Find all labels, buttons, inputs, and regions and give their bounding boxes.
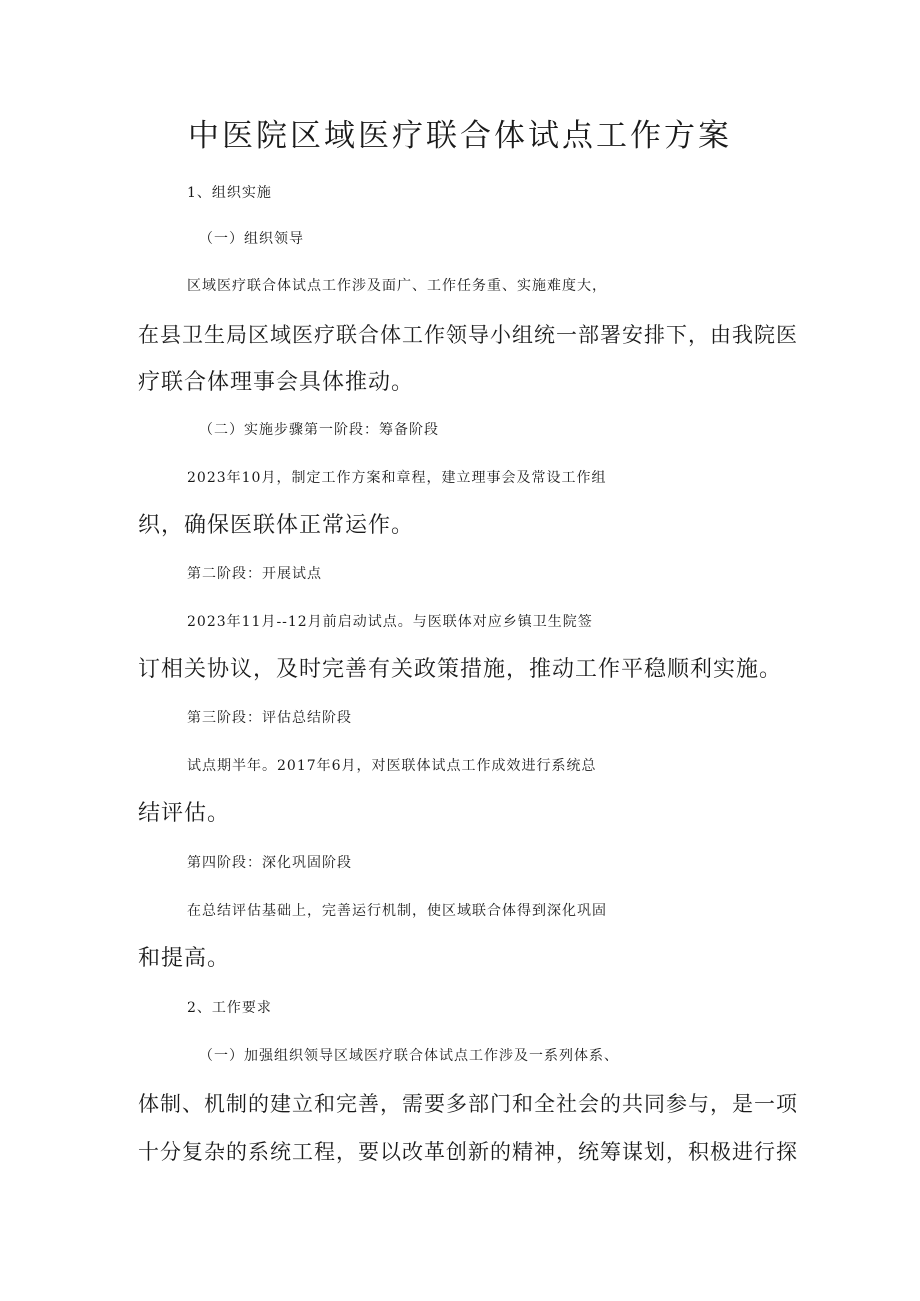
- paragraph-line: 和提高。: [138, 946, 231, 971]
- paragraph-line: 订相关协议，及时完善有关政策措施，推动工作平稳顺利实施。: [138, 657, 783, 682]
- paragraph-line: 在总结评估基础上，完善运行机制，使区域联合体得到深化巩固: [187, 903, 607, 919]
- stage-heading-4: 第四阶段：深化巩固阶段: [187, 855, 352, 871]
- paragraph-line: 在县卫生局区域医疗联合体工作领导小组统一部署安排下，由我院医: [138, 323, 798, 347]
- document-title: 中医院区域医疗联合体试点工作方案: [188, 118, 732, 154]
- paragraph-line: 2023年11月--12月前启动试点。与医联体对应乡镇卫生院签: [187, 614, 593, 630]
- paragraph-line: 2023年10月，制定工作方案和章程，建立理事会及常设工作组: [187, 470, 607, 486]
- subsection-heading-1: （一）组织领导: [199, 231, 304, 247]
- paragraph-line: 试点期半年。2017年6月，对医联体试点工作成效进行系统总: [187, 758, 597, 774]
- paragraph-line: 区域医疗联合体试点工作涉及面广、工作任务重、实施难度大，: [187, 278, 607, 294]
- stage-heading-2: 第二阶段：开展试点: [187, 566, 322, 582]
- paragraph-line: （一）加强组织领导区域医疗联合体试点工作涉及一系列体系、: [199, 1048, 619, 1064]
- paragraph-line: 十分复杂的系统工程，要以改革创新的精神，统筹谋划，积极进行探: [138, 1140, 798, 1164]
- paragraph-line: 体制、机制的建立和完善，需要多部门和全社会的共同参与，是一项: [138, 1092, 798, 1116]
- stage-heading-3: 第三阶段：评估总结阶段: [187, 710, 352, 726]
- paragraph-line: 织，确保医联体正常运作。: [138, 513, 415, 538]
- paragraph-line: 结评估。: [138, 801, 231, 826]
- section-heading-2: 2、工作要求: [187, 1000, 272, 1016]
- paragraph-line: 疗联合体理事会具体推动。: [138, 370, 415, 395]
- subsection-heading-2: （二）实施步骤第一阶段：筹备阶段: [199, 422, 439, 438]
- section-heading-1: 1、组织实施: [187, 185, 272, 201]
